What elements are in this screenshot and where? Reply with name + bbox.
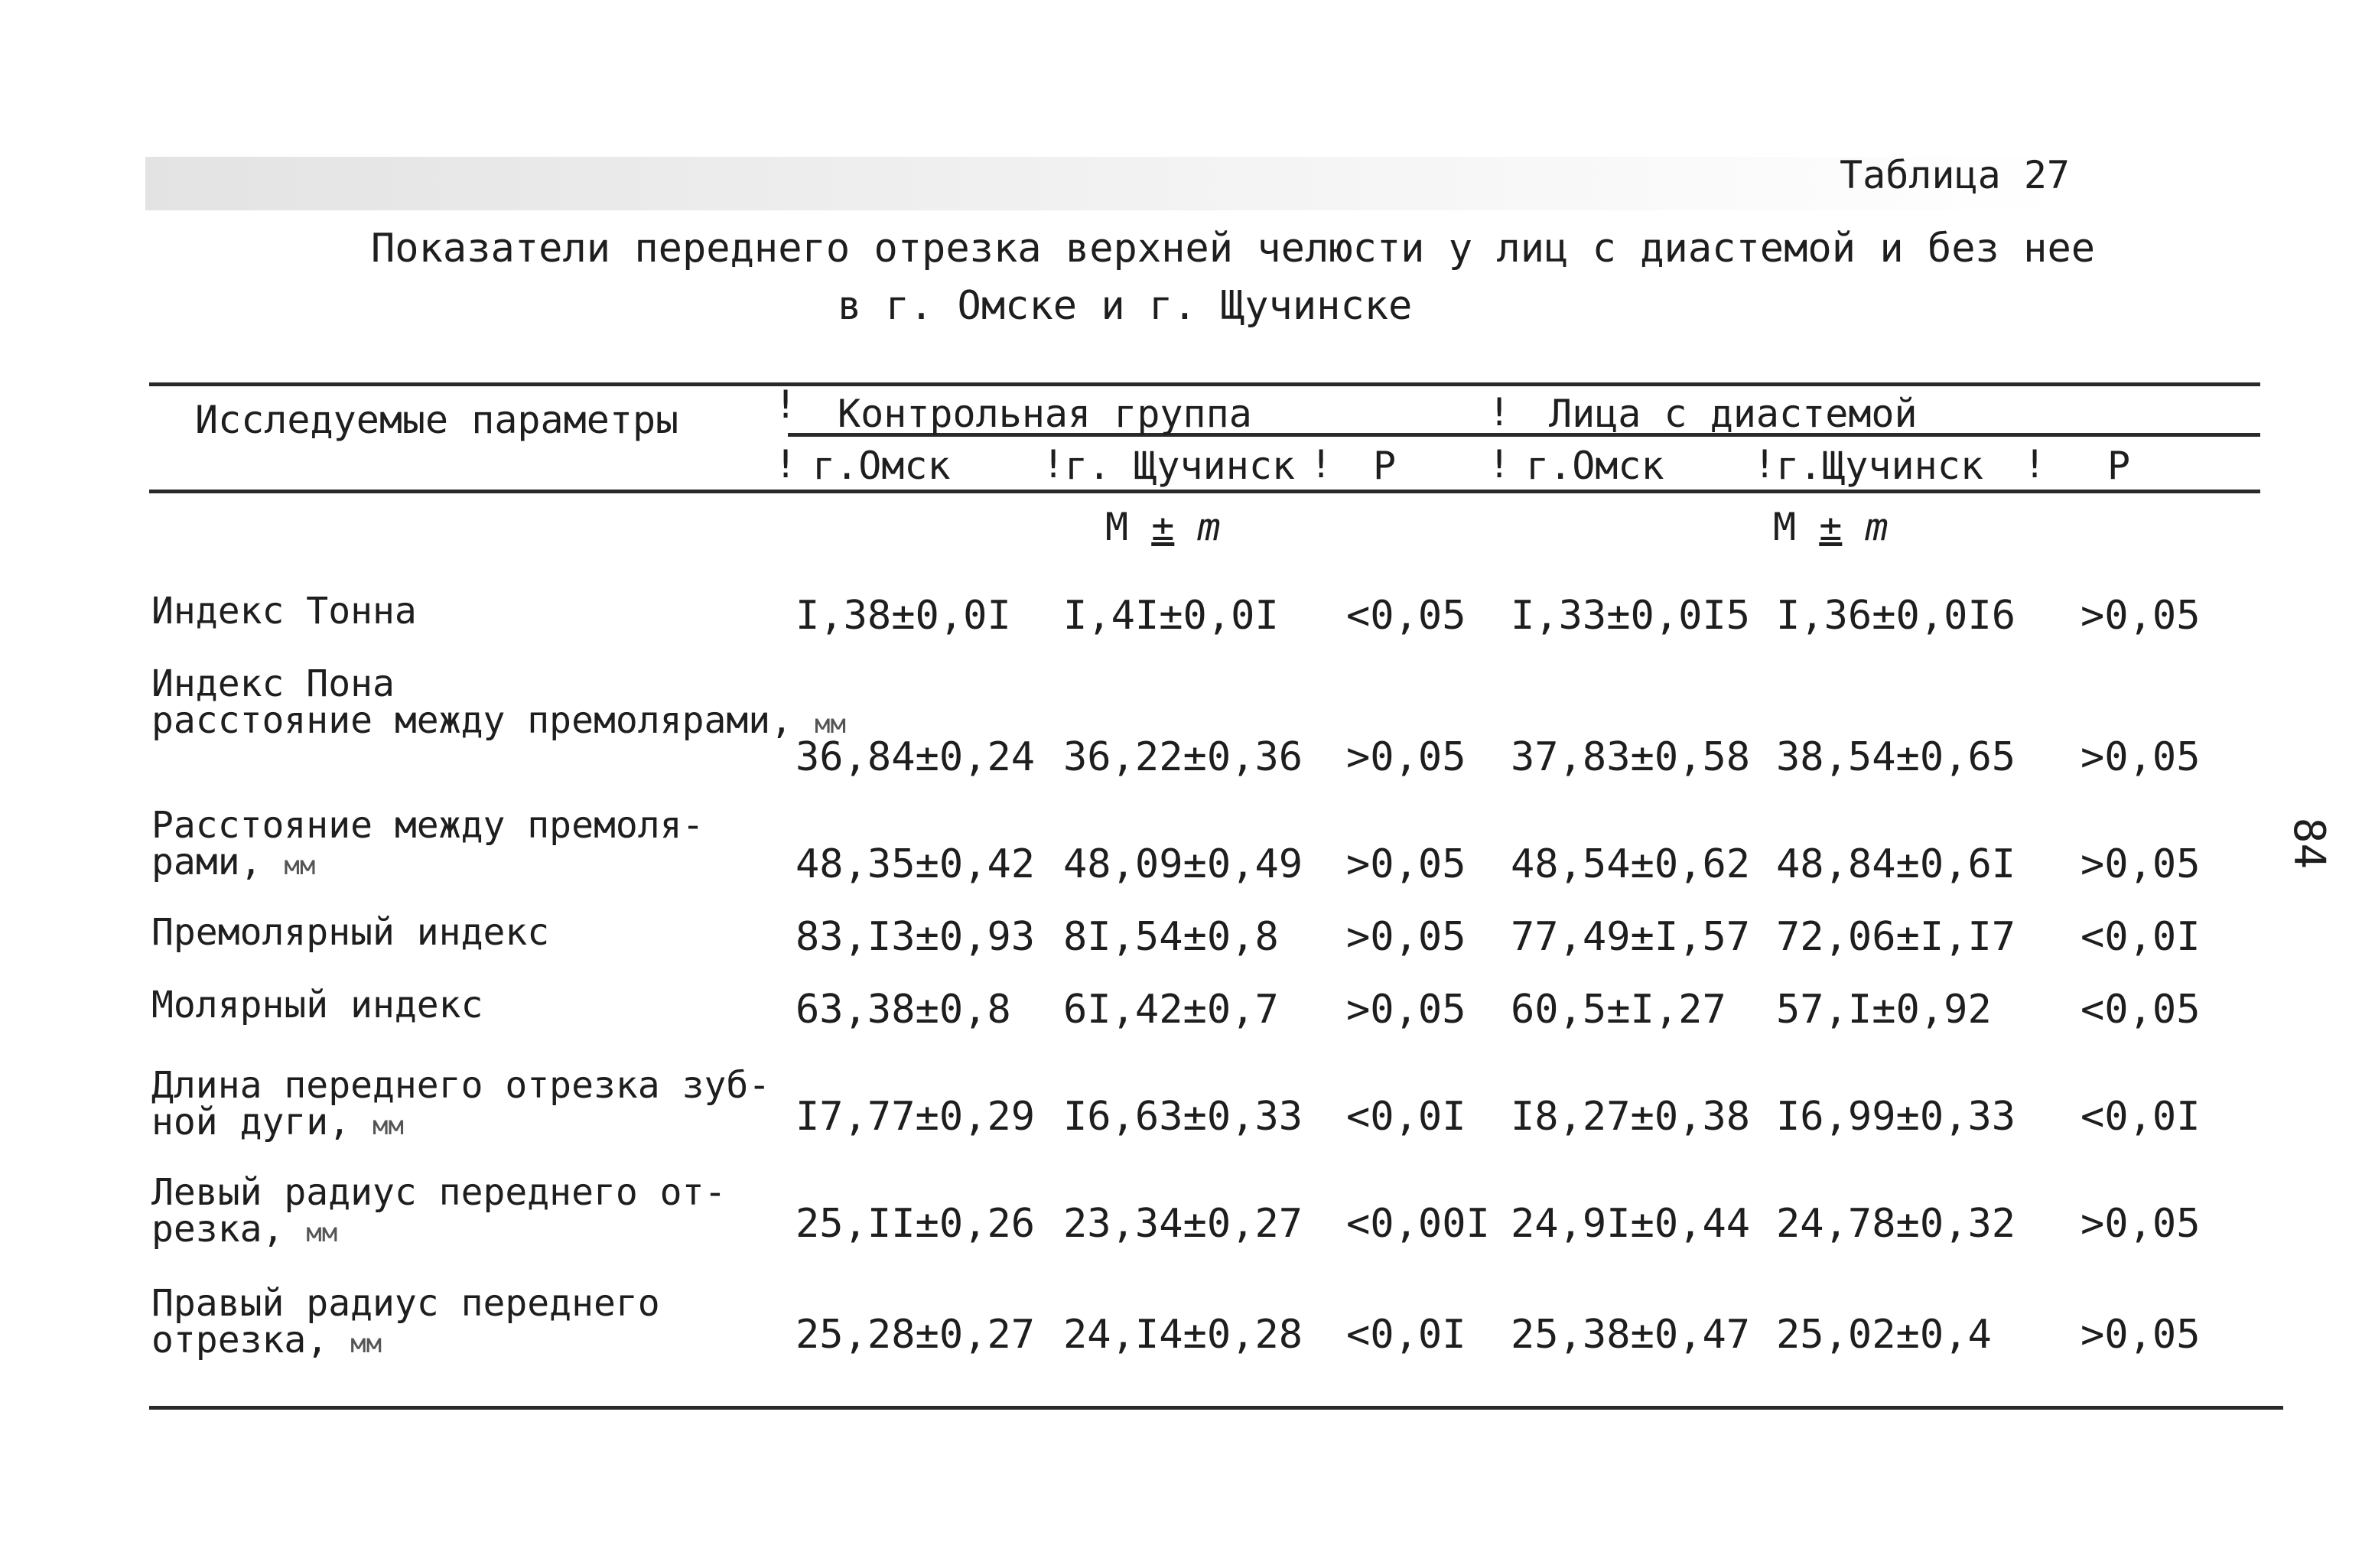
subheader-diastema-shchuchinsk: г.Щучинск [1776,444,1983,488]
parameter-label-line [151,699,846,743]
cell-control-shchuchinsk: 8I,54±0,8 [1063,914,1279,960]
cell-control-shchuchinsk: I6,63±0,33 [1063,1094,1303,1140]
cell-control-omsk: 25,28±0,27 [795,1312,1036,1358]
cell-control-omsk: 48,35±0,42 [795,841,1036,887]
parameter-label-line: Расстояние между премоля- [151,804,704,847]
cell-diastema-p: >0,05 [2081,593,2201,639]
parameter-label-line [151,1319,660,1362]
parameter-label-line: Индекс Пона [151,662,395,705]
cell-diastema-p: >0,05 [2081,841,2201,887]
param-column-header: Исследуемые параметры [195,398,679,442]
cell-control-p: >0,05 [1346,734,1466,780]
mean-error-label-diastema: М ± m [1773,505,1889,549]
cell-diastema-p: >0,05 [2081,734,2201,780]
parameter-label-line: Правый радиус переднего [151,1282,660,1325]
parameter-label [151,1064,771,1144]
parameter-label-line: Индекс Тонна [151,590,417,633]
parameter-label [151,911,550,954]
cell-control-p: >0,05 [1346,841,1466,887]
cell-diastema-p: <0,05 [2081,987,2201,1033]
subheader-control-omsk: г.Омск [812,444,951,488]
cell-diastema-shchuchinsk: 57,I±0,92 [1776,987,1992,1033]
parameter-label-line [151,841,704,884]
parameter-label-line: Молярный индекс [151,984,483,1026]
subheader-control-shchuchinsk: г. Щучинск [1065,444,1296,488]
cell-control-shchuchinsk: 6I,42±0,7 [1063,987,1279,1033]
unit-label: мм [350,1329,382,1359]
parameter-label [151,662,846,743]
unit-label: мм [373,1111,404,1141]
table-number: Таблица 27 [1840,153,2071,197]
parameter-label-text: ной дуги, [151,1101,351,1143]
cell-control-shchuchinsk: 36,22±0,36 [1063,734,1303,780]
cell-diastema-shchuchinsk: 72,06±I,I7 [1776,914,2016,960]
column-separator: ! [1488,390,1511,434]
mean-error-label-control: М ± m [1105,505,1221,549]
cell-control-p: <0,00I [1346,1201,1490,1247]
cell-diastema-p: <0,0I [2081,1094,2201,1140]
cell-diastema-shchuchinsk: I6,99±0,33 [1776,1094,2016,1140]
cell-control-omsk: 25,II±0,26 [795,1201,1036,1247]
parameter-label-text: расстояние между премолярами, [151,699,793,742]
subheader-diastema-p: Р [2107,444,2131,488]
cell-control-p: >0,05 [1346,914,1466,960]
table-top-rule [149,382,2260,386]
cell-control-shchuchinsk: 48,09±0,49 [1063,841,1303,887]
cell-control-omsk: I7,77±0,29 [795,1094,1036,1140]
parameter-label [151,804,704,884]
parameter-label [151,1171,727,1251]
parameter-label-text: отрезка, [151,1319,329,1361]
header-bottom-rule [149,490,2260,493]
table-title-line-2: в г. Омске и г. Щучинске [838,283,1413,329]
parameter-label-line: Длина переднего отрезка зуб- [151,1064,771,1107]
cell-control-omsk: 83,I3±0,93 [795,914,1036,960]
parameter-label-text: рами, [151,841,262,883]
unit-label: мм [284,851,316,881]
cell-diastema-omsk: 48,54±0,62 [1511,841,1751,887]
column-separator: ! [1753,442,1777,486]
cell-diastema-p: >0,05 [2081,1201,2201,1247]
cell-control-shchuchinsk: I,4I±0,0I [1063,593,1279,639]
control-group-header: Контрольная группа [838,392,1252,436]
cell-diastema-shchuchinsk: 48,84±0,6I [1776,841,2016,887]
cell-diastema-omsk: 25,38±0,47 [1511,1312,1751,1358]
column-separator: ! [774,382,798,427]
table-title-line-1: Показатели переднего отрезка верхней челюсти у лиц с диастемой и без нее [371,226,2096,272]
column-separator: ! [2023,442,2047,486]
cell-control-shchuchinsk: 24,I4±0,28 [1063,1312,1303,1358]
cell-diastema-omsk: I,33±0,0I5 [1511,593,1751,639]
cell-diastema-shchuchinsk: 24,78±0,32 [1776,1201,2016,1247]
cell-diastema-p: >0,05 [2081,1312,2201,1358]
parameter-label-line: Левый радиус переднего от- [151,1171,727,1214]
subheader-diastema-omsk: г.Омск [1526,444,1664,488]
cell-diastema-shchuchinsk: 38,54±0,65 [1776,734,2016,780]
cell-control-shchuchinsk: 23,34±0,27 [1063,1201,1303,1247]
cell-diastema-omsk: 24,9I±0,44 [1511,1201,1751,1247]
unit-label: мм [814,709,846,740]
cell-diastema-p: <0,0I [2081,914,2201,960]
cell-control-p: <0,05 [1346,593,1466,639]
cell-diastema-shchuchinsk: I,36±0,0I6 [1776,593,2016,639]
cell-control-omsk: 63,38±0,8 [795,987,1011,1033]
cell-control-omsk: 36,84±0,24 [795,734,1036,780]
column-separator: ! [1488,442,1511,486]
parameter-label [151,984,483,1026]
parameter-label [151,590,417,633]
column-separator: ! [774,442,798,486]
parameter-label-line [151,1101,770,1144]
table-bottom-rule [149,1406,2283,1410]
page-number: 84 [2284,817,2334,870]
cell-diastema-omsk: 60,5±I,27 [1511,987,1726,1033]
diastema-group-header: Лица с диастемой [1549,392,1918,436]
parameter-label-line [151,1208,726,1251]
cell-diastema-omsk: 77,49±I,57 [1511,914,1751,960]
cell-diastema-omsk: 37,83±0,58 [1511,734,1751,780]
scan-shadow [145,157,2073,210]
unit-label: мм [306,1218,338,1248]
cell-control-p: <0,0I [1346,1312,1466,1358]
cell-control-p: >0,05 [1346,987,1466,1033]
column-separator: ! [1042,442,1065,486]
subheader-control-p: Р [1373,444,1397,488]
parameter-label-text: резка, [151,1208,285,1251]
parameter-label-line: Премолярный индекс [151,911,550,954]
cell-control-p: <0,0I [1346,1094,1466,1140]
cell-control-omsk: I,38±0,0I [795,593,1011,639]
column-separator: ! [1310,442,1333,486]
cell-diastema-omsk: I8,27±0,38 [1511,1094,1751,1140]
parameter-label [151,1282,660,1362]
cell-diastema-shchuchinsk: 25,02±0,4 [1776,1312,1992,1358]
